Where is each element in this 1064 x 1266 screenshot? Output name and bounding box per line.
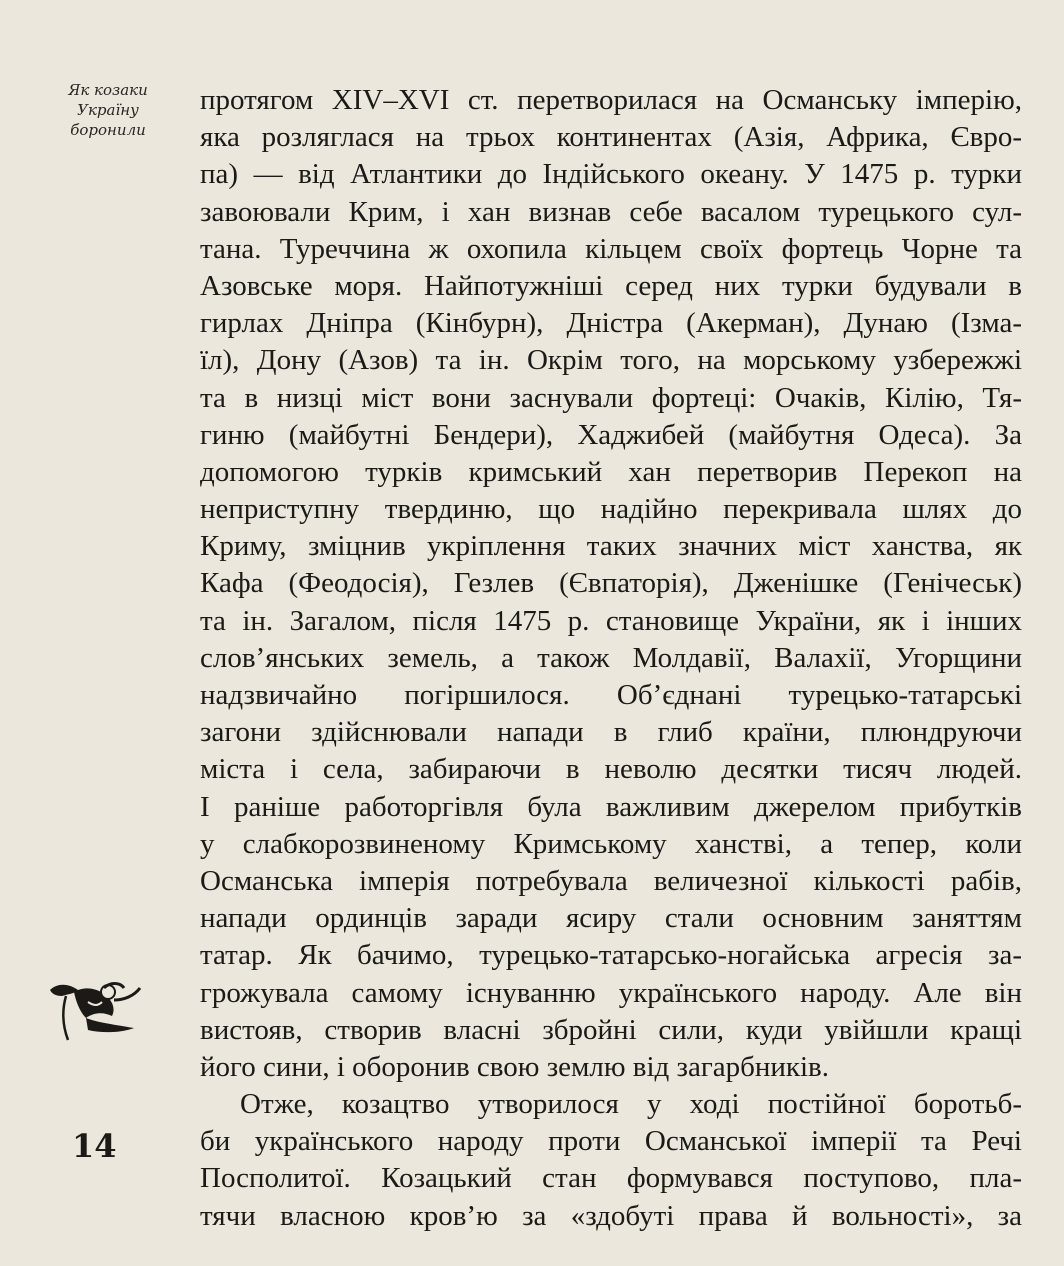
text-line: неприступну твердиню, що надійно перекривала шлях до xyxy=(200,493,1022,526)
text-line: протягом XIV–XVI ст. перетворилася на Османську імперію, xyxy=(200,84,1022,116)
text-line: би українського народу проти Османської імперії та Речі xyxy=(200,1125,1022,1158)
running-head-line-1: Як козаки xyxy=(68,81,148,99)
text-line: допомогою турків кримський хан перетворив Перекоп на xyxy=(200,455,1022,488)
text-line: І раніше работоргівля була важливим джерелом прибутків xyxy=(200,790,1022,823)
text-line: напади ординців заради ясиру стали основним заняттям xyxy=(200,902,1022,935)
running-head-line-2: Україну xyxy=(77,101,139,119)
text-line: надзвичайно погіршилося. Об’єднані турецько-татарські xyxy=(200,679,1022,711)
text-line: у слабкорозвиненому Кримському ханстві, а тепер, коли xyxy=(200,827,1022,860)
text-line: вистояв, створив власні збройні сили, куди увійшли кращі xyxy=(200,1013,1022,1046)
text-line: Азовське моря. Найпотужніші серед них турки будували в xyxy=(200,269,1022,302)
text-line: тячи власною кров’ю за «здобуті права й вольності», за xyxy=(200,1199,1022,1232)
text-line: Кафа (Феодосія), Гезлев (Євпаторія), Дженішке (Генічеськ) xyxy=(200,567,1022,600)
text-line: їл), Дону (Азов) та ін. Окрім того, на морському узбережжі xyxy=(200,344,1022,377)
text-line: татар. Як бачимо, турецько-татарсько-ногайська агресія за- xyxy=(200,939,1022,972)
text-line: завоювали Крим, і хан визнав себе васалом турецького сул- xyxy=(200,195,1022,228)
body-text xyxy=(200,82,1022,1235)
page-number: 14 xyxy=(72,1127,117,1165)
text-line: слов’янських земель, а також Молдавії, Валахії, Угорщини xyxy=(200,641,1022,674)
text-line: гиню (майбутні Бендери), Хаджибей (майбутня Одеса). За xyxy=(200,418,1022,451)
text-line: міста і села, забираючи в неволю десятки тисяч людей. xyxy=(200,753,1022,786)
running-head xyxy=(52,80,164,140)
text-line: його сини, і оборонив свою землю від загарбників. xyxy=(200,1050,829,1083)
cossack-illustration-icon xyxy=(44,972,144,1044)
text-line: Посполитої. Козацький стан формувався поступово, пла- xyxy=(200,1162,1022,1195)
running-head-line-3: боронили xyxy=(70,121,146,139)
text-line: загони здійснювали напади в глиб країни, плюндруючи xyxy=(200,716,1022,749)
text-line: Криму, зміцнив укріплення таких значних міст ханства, як xyxy=(200,530,1022,563)
text-line: Отже, козацтво утворилося у ході постійної боротьб- xyxy=(240,1088,1022,1121)
text-line: Османська імперія потребувала величезної кількості рабів, xyxy=(200,864,1022,897)
text-line: та ін. Загалом, після 1475 р. становище України, як і інших xyxy=(200,604,1022,637)
text-line: та в низці міст вони заснували фортеці: Очаків, Кілію, Тя- xyxy=(200,381,1022,414)
text-line: гирлах Дніпра (Кінбурн), Дністра (Акерман), Дунаю (Ізма- xyxy=(200,307,1022,340)
text-line: тана. Туреччина ж охопила кільцем своїх фортець Чорне та xyxy=(200,232,1022,265)
text-line: па) — від Атлантики до Індійського океану. У 1475 р. турки xyxy=(200,158,1022,191)
text-line: яка розляглася на трьох континентах (Азія, Африка, Євро- xyxy=(200,121,1022,154)
text-line: грожувала самому існуванню українського народу. Але він xyxy=(200,976,1022,1009)
